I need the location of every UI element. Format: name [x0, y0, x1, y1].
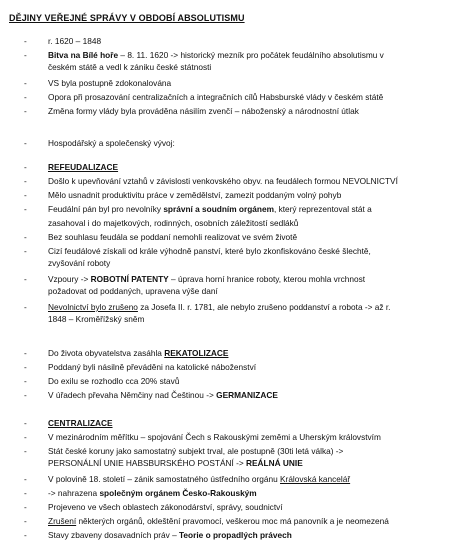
- line-text: [48, 530, 292, 540]
- bullet-dash: -: [24, 516, 27, 526]
- bold-text: CENTRALIZACE: [48, 418, 113, 428]
- line-text: [48, 190, 341, 200]
- line-text: [48, 162, 118, 172]
- bullet-dash: -: [24, 232, 27, 242]
- document-title: DĚJINY VEŘEJNÉ SPRÁVY V OBDOBÍ ABSOLUTISMU: [9, 13, 245, 23]
- text-run: Hospodářský a společenský vývoj:: [48, 138, 175, 148]
- bullet-dash: -: [24, 418, 27, 428]
- underlined-text: Královská kancelář: [280, 474, 351, 484]
- bullet-dash: -: [24, 176, 27, 186]
- bullet-dash: -: [24, 204, 27, 214]
- line-text: [48, 218, 298, 228]
- line-text: [48, 274, 365, 284]
- text-run: , který reprezentoval stát a: [273, 204, 372, 214]
- bullet-dash: -: [24, 348, 27, 358]
- bullet-dash: -: [24, 362, 27, 372]
- text-run: – 8. 11. 1620 -> historický mezník pro počátek feudálního absolutismu v: [118, 50, 384, 60]
- bullet-dash: -: [24, 36, 27, 46]
- bullet-dash: -: [24, 530, 27, 540]
- text-run: Vzpoury ->: [48, 274, 91, 284]
- bullet-dash: -: [24, 246, 27, 256]
- bullet-dash: -: [24, 78, 27, 88]
- text-run: Do života obyvatelstva zasáhla: [48, 348, 165, 358]
- line-text: [48, 92, 383, 102]
- text-run: Mělo usnadnit produktivitu práce v zemědělství, zamezit poddaným volný pohyb: [48, 190, 342, 200]
- text-run: V mezinárodním měřítku – spojování Čech s Rakouskými zeměmi a Uherským královstvím: [48, 432, 381, 442]
- line-text: [48, 458, 303, 468]
- text-run: – úprava horní hranice roboty, kterou mohla vrchnost: [168, 274, 366, 284]
- bullet-dash: -: [24, 474, 27, 484]
- bold-text: Teorie o propadlých právech: [178, 530, 292, 540]
- line-text: [48, 106, 359, 116]
- text-run: Projeveno ve všech oblastech zákonodárství, správy, soudnictví: [48, 502, 283, 512]
- line-text: [48, 62, 211, 72]
- bold-text: REÁLNÁ UNIE: [246, 458, 303, 468]
- line-text: [48, 258, 110, 268]
- text-run: Bez souhlasu feudála se poddaní nemohli realizovat ve svém životě: [48, 232, 298, 242]
- line-text: [48, 302, 390, 312]
- text-run: V úřadech převaha Němčiny nad Češtinou ->: [48, 390, 217, 400]
- text-run: Poddaný byli násilně převáděni na katolické náboženství: [48, 362, 257, 372]
- text-run: VS byla postupně zdokonalována: [48, 78, 172, 88]
- line-text: [48, 446, 343, 456]
- text-run: zasahoval i do majetkových, rodinných, osobních záležitostí sedláků: [48, 218, 299, 228]
- underlined-text: Nevolnictví bylo zrušeno: [48, 302, 138, 312]
- bold-text: REKATOLIZACE: [164, 348, 229, 358]
- line-text: [48, 36, 101, 46]
- text-run: PERSONÁLNÍ UNIE HABSBURSKÉHO POSTÁNÍ ->: [48, 458, 247, 468]
- bullet-dash: -: [24, 502, 27, 512]
- line-text: [48, 246, 371, 256]
- text-run: Došlo k upevňování vztahů v závislosti venkovského obyv. na feudálech formou NEVOLNICTVÍ: [48, 176, 398, 186]
- text-run: Cizí feudálové získali od krále výhodně panství, které bylo zkonfiskováno české šlechtě,: [48, 246, 371, 256]
- bullet-dash: -: [24, 432, 27, 442]
- line-text: [48, 348, 228, 358]
- bullet-dash: -: [24, 106, 27, 116]
- bullet-dash: -: [24, 138, 27, 148]
- bullet-dash: -: [24, 162, 27, 172]
- bullet-dash: -: [24, 302, 27, 312]
- line-text: [48, 502, 283, 512]
- text-run: Stavy zbaveny dosavadních práv –: [48, 530, 179, 540]
- text-run: za Josefa II. r. 1781, ale nebylo zrušeno poddanství a robota -> až r.: [137, 302, 391, 312]
- text-run: Stát české koruny jako samostatný subjekt trval, ale postupně (30ti letá válka) ->: [48, 446, 344, 456]
- line-text: [48, 362, 256, 372]
- line-text: [48, 432, 381, 442]
- line-text: [48, 474, 350, 484]
- line-text: [48, 232, 297, 242]
- text-run: českém státě a vedl k zániku české státnosti: [48, 62, 212, 72]
- line-text: [48, 138, 175, 148]
- bold-text: GERMANIZACE: [216, 390, 278, 400]
- bold-text: správní a soudním orgánem: [163, 204, 274, 214]
- bullet-dash: -: [24, 92, 27, 102]
- line-text: [48, 516, 389, 526]
- line-text: [48, 376, 179, 386]
- bullet-dash: -: [24, 488, 27, 498]
- bullet-dash: -: [24, 274, 27, 284]
- line-text: [48, 314, 144, 324]
- line-text: [48, 390, 278, 400]
- bullet-dash: -: [24, 50, 27, 60]
- text-run: Změna formy vlády byla prováděna násilím zvenčí – náboženský a národnostní útlak: [48, 106, 359, 116]
- line-text: [48, 176, 398, 186]
- bold-text: ROBOTNÍ PATENTY: [90, 274, 169, 284]
- line-text: [48, 204, 372, 214]
- text-run: -> nahrazena: [48, 488, 100, 498]
- line-text: [48, 78, 171, 88]
- bullet-dash: -: [24, 446, 27, 456]
- text-run: V polovině 18. století – zánik samostatného ústředního orgánu: [48, 474, 281, 484]
- text-run: Feudální pán byl pro nevolníky: [48, 204, 164, 214]
- line-text: [48, 50, 384, 60]
- text-run: Opora při prosazování centralizačních a integračních cílů Habsburské vlády v českém státě: [48, 92, 384, 102]
- bullet-dash: -: [24, 390, 27, 400]
- text-run: některých orgánů, okleštění pravomocí, veškerou moc má panovník a je neomezená: [76, 516, 389, 526]
- bold-text: Bitva na Bílé hoře: [48, 50, 119, 60]
- text-run: zvyšování roboty: [48, 258, 111, 268]
- text-run: r. 1620 – 1848: [48, 36, 102, 46]
- text-run: 1848 – Kroměřížský sněm: [48, 314, 145, 324]
- line-text: [48, 286, 218, 296]
- bullet-dash: -: [24, 376, 27, 386]
- line-text: [48, 488, 257, 498]
- text-run: Do exilu se rozhodlo cca 20% stavů: [48, 376, 180, 386]
- bold-text: společným orgánem Česko-Rakouským: [99, 488, 257, 498]
- line-text: [48, 418, 113, 428]
- underlined-text: Zrušení: [48, 516, 77, 526]
- bullet-dash: -: [24, 190, 27, 200]
- bold-text: REFEUDALIZACE: [48, 162, 119, 172]
- text-run: požadovat od poddaných, upravena výše daní: [48, 286, 218, 296]
